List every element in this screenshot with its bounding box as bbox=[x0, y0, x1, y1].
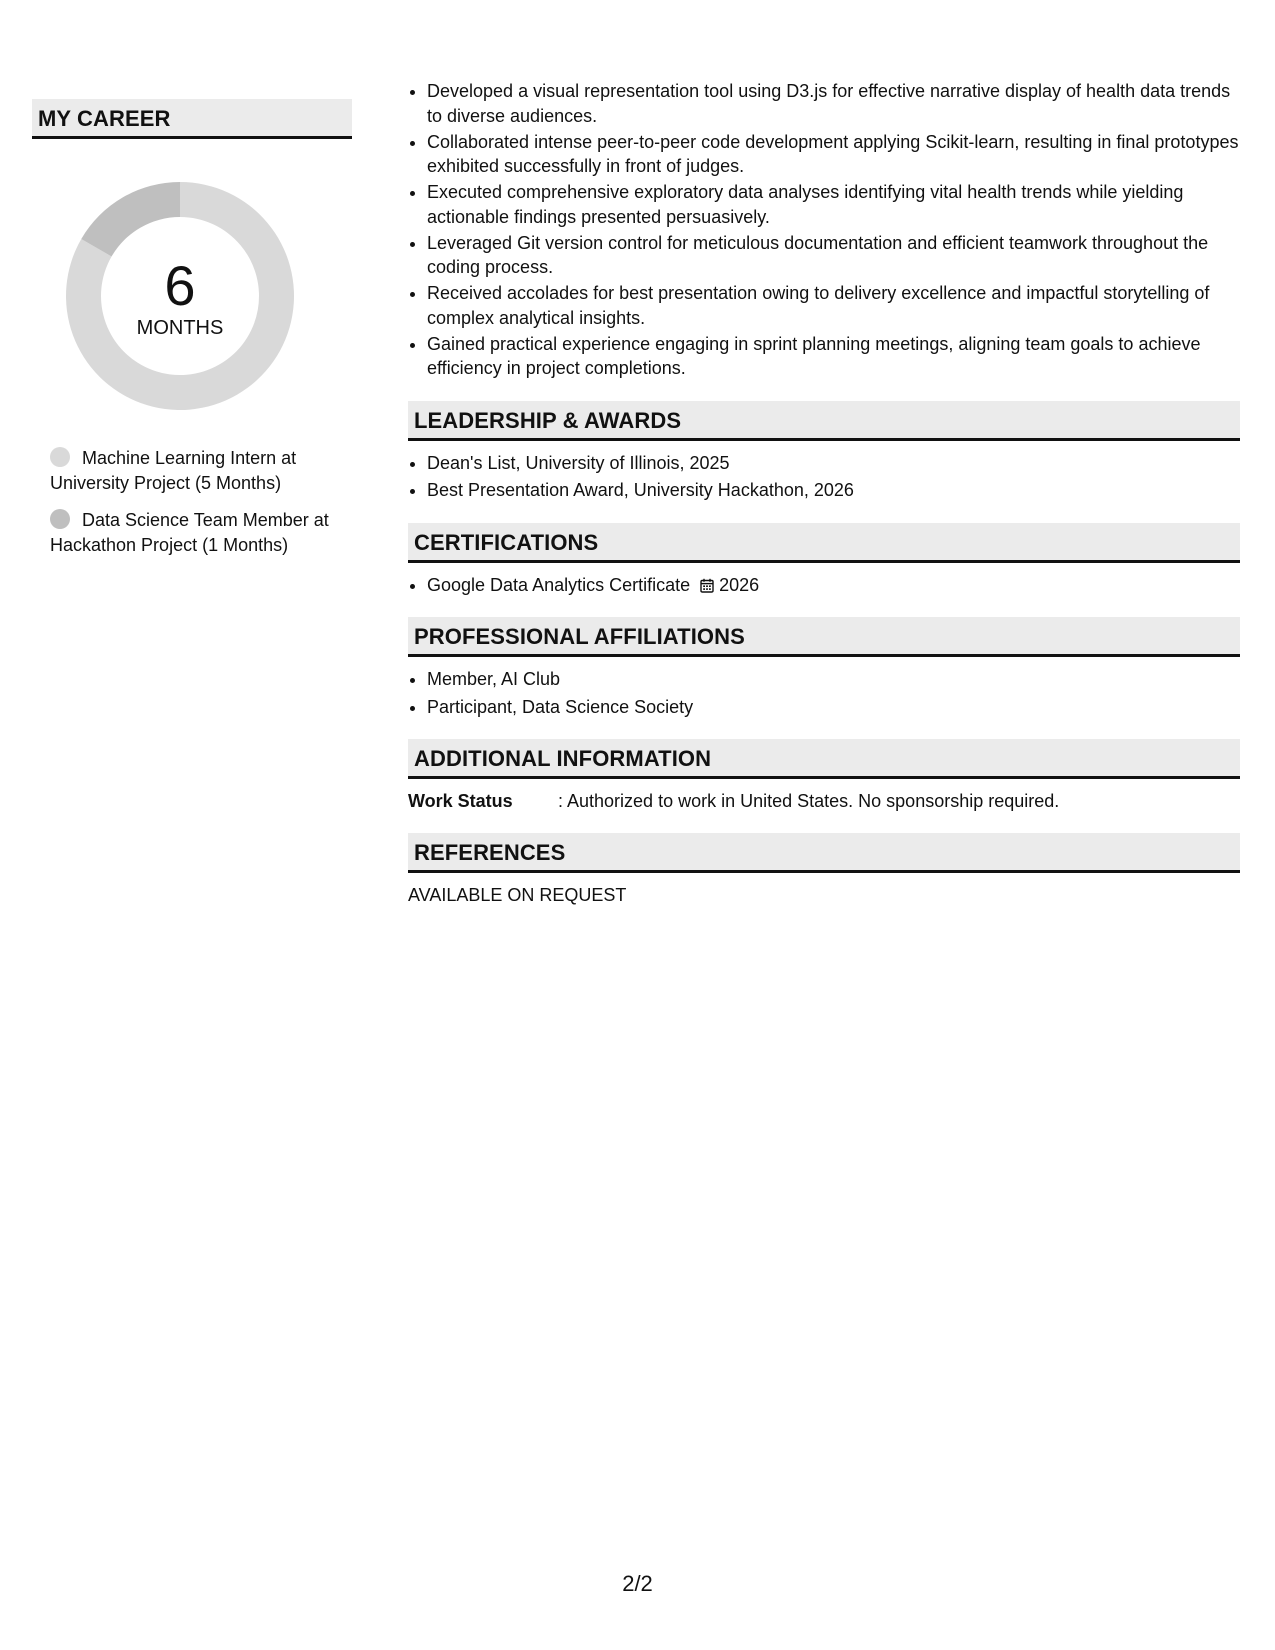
certification-name: Google Data Analytics Certificate bbox=[427, 574, 691, 595]
donut-center bbox=[66, 182, 294, 410]
legend-item bbox=[50, 446, 340, 496]
certifications-list bbox=[408, 573, 1240, 598]
legend-dot-icon bbox=[50, 447, 70, 467]
list-item: • Dean's List, University of Illinois, 2025 bbox=[427, 451, 1240, 476]
calendar-icon bbox=[700, 578, 714, 593]
work-status-label: Work Status bbox=[408, 791, 513, 811]
affiliations-heading: PROFESSIONAL AFFILIATIONS bbox=[408, 617, 1240, 657]
legend-label: Data Science Team Member at Hackathon Project (1 Months) bbox=[50, 510, 329, 555]
career-heading: MY CAREER bbox=[32, 99, 352, 139]
list-item: • Participant, Data Science Society bbox=[427, 695, 1240, 720]
leadership-heading: LEADERSHIP & AWARDS bbox=[408, 401, 1240, 441]
legend-item bbox=[50, 508, 340, 558]
legend-dot-icon bbox=[50, 509, 70, 529]
work-status-row bbox=[408, 789, 1240, 813]
additional-info-heading: ADDITIONAL INFORMATION bbox=[408, 739, 1240, 779]
work-status-value: : Authorized to work in United States. No sponsorship required. bbox=[558, 791, 1060, 811]
list-item: • Received accolades for best presentation owing to delivery excellence and impactful storytelling of complex analytical insights. bbox=[427, 281, 1240, 330]
list-item: • Best Presentation Award, University Hackathon, 2026 bbox=[427, 478, 1240, 503]
list-item: • Leveraged Git version control for meticulous documentation and efficient teamwork throughout the coding process. bbox=[427, 231, 1240, 280]
main-content bbox=[408, 79, 1240, 907]
career-legend bbox=[50, 446, 340, 558]
affiliations-list bbox=[408, 667, 1240, 719]
certifications-heading: CERTIFICATIONS bbox=[408, 523, 1240, 563]
list-item: • Collaborated intense peer-to-peer code development applying Scikit-learn, resulting in final prototypes exhibited successfully in front of judges. bbox=[427, 130, 1240, 179]
page-number: 2/2 bbox=[622, 1571, 653, 1596]
career-sidebar bbox=[32, 99, 352, 570]
list-item bbox=[427, 573, 1240, 598]
donut-total-unit: MONTHS bbox=[136, 317, 224, 339]
career-donut-chart bbox=[66, 182, 294, 410]
certification-year: 2026 bbox=[719, 574, 760, 595]
list-item: • Gained practical experience engaging in sprint planning meetings, aligning team goals to achieve efficiency in project completions. bbox=[427, 332, 1240, 381]
references-heading: REFERENCES bbox=[408, 833, 1240, 873]
list-item: • Member, AI Club bbox=[427, 667, 1240, 692]
references-text: AVAILABLE ON REQUEST bbox=[408, 885, 627, 905]
list-item: • Executed comprehensive exploratory data analyses identifying vital health trends while yielding actionable findings presented persuasively. bbox=[427, 180, 1240, 229]
experience-bullets bbox=[408, 79, 1240, 381]
donut-total-number: 6 bbox=[164, 254, 196, 317]
legend-label: Machine Learning Intern at University Project (5 Months) bbox=[50, 448, 297, 493]
leadership-list bbox=[408, 451, 1240, 503]
list-item: • Developed a visual representation tool using D3.js for effective narrative display of health data trends to diverse audiences. bbox=[427, 79, 1240, 128]
